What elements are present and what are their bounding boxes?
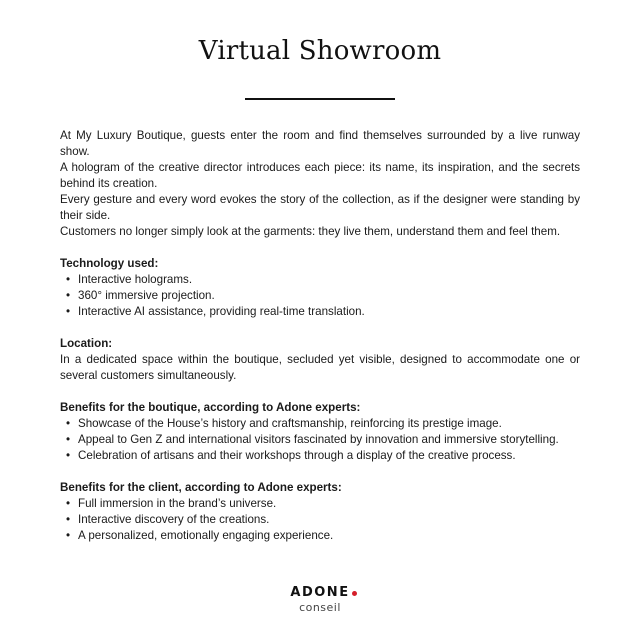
list-item: • Interactive AI assistance, providing real-time translation. (60, 304, 580, 320)
logo-main-text: ADONE (290, 585, 350, 600)
logo-wordmark (290, 586, 349, 600)
list-item: • Interactive holograms. (60, 272, 580, 288)
list-item: • A personalized, emotionally engaging experience. (60, 528, 580, 544)
intro-section (60, 128, 580, 240)
benefits-client-list (60, 496, 580, 544)
technology-section (60, 256, 580, 320)
list-item: • Appeal to Gen Z and international visitors fascinated by innovation and immersive storytelling. (60, 432, 580, 448)
benefits-client-section (60, 480, 580, 544)
title-divider (245, 98, 395, 100)
intro-paragraph: Customers no longer simply look at the garments: they live them, understand them and feel them. (60, 225, 561, 238)
list-item: • Showcase of the House’s history and craftsmanship, reinforcing its prestige image. (60, 416, 580, 432)
location-text: In a dedicated space within the boutique, secluded yet visible, designed to accommodate one or several customers simultaneously. (60, 353, 580, 382)
page-title: Virtual Showroom (198, 36, 442, 66)
list-item: • Celebration of artisans and their workshops through a display of the creative process. (60, 448, 580, 464)
benefits-boutique-heading: Benefits for the boutique, according to Adone experts: (60, 401, 361, 414)
list-item: • 360° immersive projection. (60, 288, 580, 304)
document-body (60, 128, 580, 544)
list-item: • Interactive discovery of the creations. (60, 512, 580, 528)
benefits-boutique-list (60, 416, 580, 464)
location-heading: Location: (60, 337, 113, 350)
list-item: • Full immersion in the brand’s universe. (60, 496, 580, 512)
location-section (60, 336, 580, 384)
intro-paragraph: A hologram of the creative director introduces each piece: its name, its inspiration, and the secrets behind its creation. (60, 161, 580, 190)
logo-dot (352, 591, 357, 596)
intro-paragraph: Every gesture and every word evokes the story of the collection, as if the designer were standing by their side. (60, 193, 580, 222)
benefits-client-heading: Benefits for the client, according to Adone experts: (60, 481, 342, 494)
technology-heading: Technology used: (60, 257, 159, 270)
adone-logo (0, 583, 640, 614)
logo-subtext: conseil (299, 601, 341, 614)
technology-list (60, 272, 580, 320)
benefits-boutique-section (60, 400, 580, 464)
intro-paragraph: At My Luxury Boutique, guests enter the room and find themselves surrounded by a live runway show. (60, 129, 580, 158)
